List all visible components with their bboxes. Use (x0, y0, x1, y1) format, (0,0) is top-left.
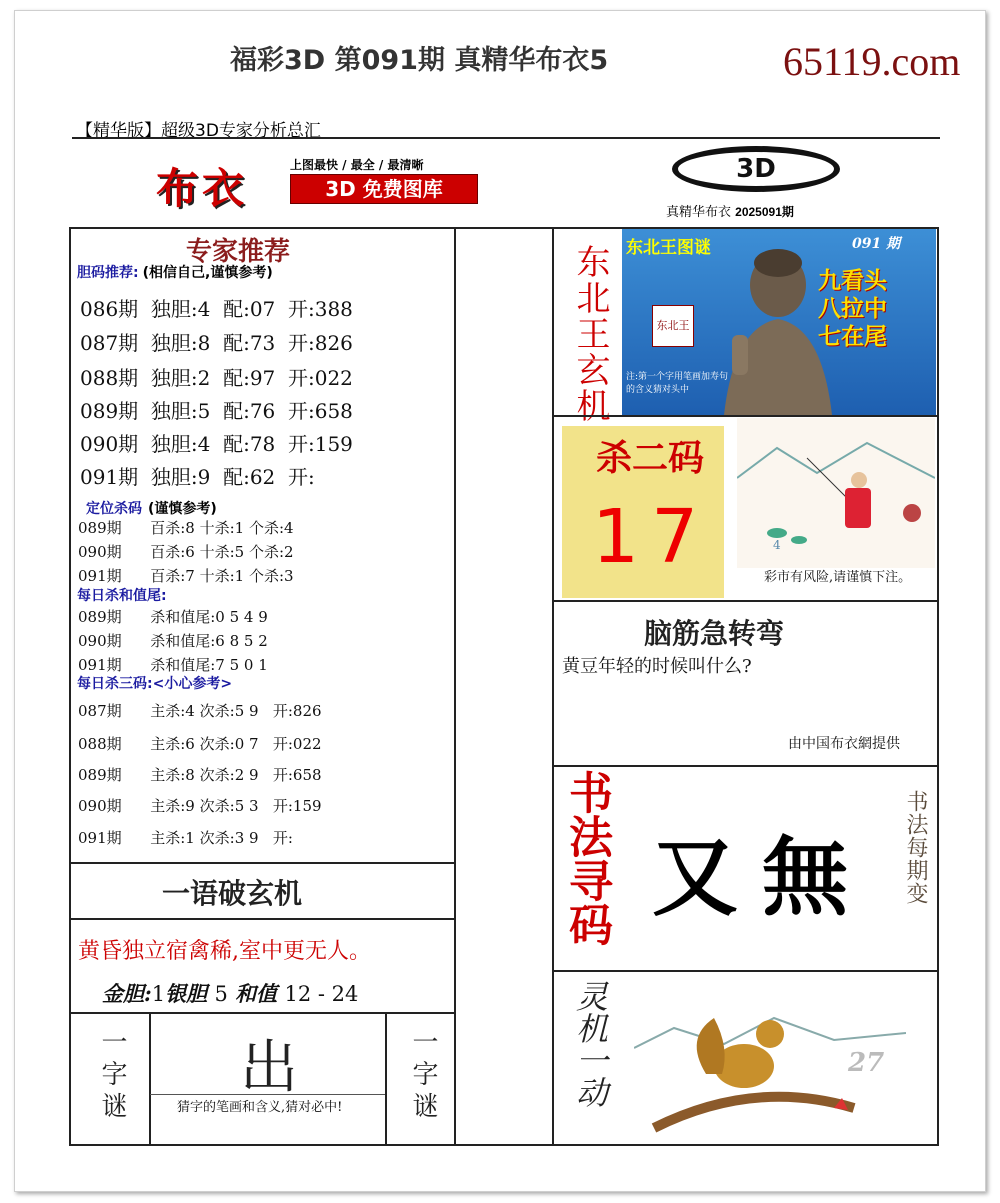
pos-note: (谨慎参考) (148, 501, 217, 517)
dan-row (80, 362, 353, 391)
brain-credit: 由中国布衣網提供 (788, 736, 900, 752)
subtitle: 【精华版】超级3D专家分析总汇 (76, 121, 321, 141)
riddle-character: 出 (240, 1033, 299, 1101)
sum-text: 杀和值尾:7 5 0 1 (150, 656, 268, 674)
main-kill: 主杀:4 (150, 702, 195, 720)
dan-heading (77, 262, 273, 282)
kai: 开:826 (272, 702, 322, 720)
kill3-row (78, 733, 322, 754)
kai: 开:658 (272, 766, 322, 784)
kill2-value: 17 (592, 494, 711, 580)
main-kill: 主杀:6 (150, 735, 195, 753)
pei: 配:73 (223, 331, 276, 355)
kai: 开:658 (288, 399, 353, 423)
sum-row (78, 630, 268, 651)
page-title: 福彩3D 第091期 真精华布衣5 (230, 45, 609, 76)
risk-note: 彩市有风险,请谨慎下注。 (764, 570, 912, 585)
kill3-row (78, 827, 293, 848)
squirrel-pic-num: 27 (848, 1048, 885, 1078)
period: 090期 (78, 543, 122, 561)
kai: 开:022 (288, 366, 353, 390)
sum-text: 杀和值尾:0 5 4 9 (150, 608, 268, 626)
riddle-hint-divider (150, 1094, 386, 1095)
emblem-caption-num: 2025091期 (735, 205, 794, 219)
calligraphy-text: 又無 (652, 827, 872, 928)
riddle-line-title: 一语破玄机 (162, 877, 303, 910)
gold-value: 1 (151, 982, 166, 1006)
buyi-logo: 布衣 (156, 164, 249, 213)
kill3-row (78, 795, 322, 816)
sum-value: 12 - 24 (284, 982, 359, 1006)
period: 091期 (78, 656, 122, 674)
silver-label: 银胆 (165, 981, 208, 1006)
logo-library-label: 3D 免费图库 (290, 174, 478, 204)
pei: 配:07 (223, 297, 276, 321)
dan-row (80, 461, 315, 490)
kai: 开: (288, 465, 315, 489)
period: 089期 (78, 766, 122, 784)
brain-question: 黄豆年轻的时候叫什么? (562, 656, 752, 677)
site-link[interactable]: 65119.com (783, 39, 961, 84)
dongbei-line-3: 七在尾 (818, 324, 887, 350)
fisherman-icon (737, 418, 935, 568)
kai: 开: (272, 829, 293, 847)
dan-heading-label: 胆码推荐: (77, 265, 139, 281)
kai: 开:159 (288, 432, 353, 456)
period: 091期 (78, 567, 122, 585)
second-kill: 次杀:5 3 (199, 797, 259, 815)
fishing-pic-num: 4 (773, 538, 781, 552)
period: 089期 (78, 608, 122, 626)
dongbei-note: 注:第一个字用笔画加寿句的含义猜对头中 (626, 372, 729, 395)
dan: 独胆:4 (150, 297, 211, 321)
pos-row (78, 541, 294, 562)
3d-emblem-icon: 3D (672, 146, 840, 192)
period: 088期 (78, 735, 122, 753)
dongbei-period: 091 期 (852, 236, 901, 252)
expert-title: 专家推荐 (186, 237, 291, 267)
period: 089期 (78, 519, 122, 537)
sum-row (78, 606, 268, 627)
period: 091期 (78, 829, 122, 847)
spacer-column (454, 227, 554, 1146)
main-kill: 主杀:8 (150, 766, 195, 784)
sum-text: 杀和值尾:6 8 5 2 (150, 632, 268, 650)
calligraphy-side-note: 书法每期变 (903, 790, 928, 905)
pos-heading (86, 498, 217, 518)
dongbei-banner: 东北王图谜 (626, 238, 711, 258)
pei: 配:78 (223, 432, 276, 456)
dan-row (80, 327, 353, 356)
pos-heading-label: 定位杀码 (86, 501, 142, 517)
kai: 开:826 (288, 331, 353, 355)
period: 087期 (80, 331, 139, 355)
gold-label: 金胆: (102, 981, 152, 1006)
sum-row (78, 654, 268, 675)
period: 090期 (80, 432, 139, 456)
kill3-heading: 每日杀三码:<小心参考> (77, 676, 233, 692)
pos-text: 百杀:8 十杀:1 个杀:4 (150, 519, 294, 537)
word-riddle-left-label: 一字谜 (97, 1028, 127, 1124)
dan: 独胆:9 (150, 465, 211, 489)
pei: 配:76 (223, 399, 276, 423)
period: 091期 (80, 465, 139, 489)
kill3-row (78, 764, 322, 785)
word-riddle-right-label: 一字谜 (408, 1028, 438, 1124)
emblem-caption (666, 201, 794, 220)
kai: 开:388 (288, 297, 353, 321)
dongbei-lines (818, 267, 887, 351)
fishing-picture (737, 418, 935, 568)
period: 087期 (78, 702, 122, 720)
logo-tagline: 上图最快 / 最全 / 最清晰 (290, 158, 424, 172)
dongbei-line-2: 八拉中 (818, 296, 887, 322)
pos-row (78, 565, 294, 586)
sum-heading: 每日杀和值尾: (77, 588, 167, 604)
period: 089期 (80, 399, 139, 423)
kai: 开:159 (272, 797, 322, 815)
dan-row (80, 293, 353, 322)
period: 090期 (78, 797, 122, 815)
dan: 独胆:5 (150, 399, 211, 423)
second-kill: 次杀:3 9 (199, 829, 259, 847)
dan-summary (102, 978, 358, 1008)
sum-label: 和值 (235, 981, 278, 1006)
main-kill: 主杀:9 (150, 797, 195, 815)
pei: 配:97 (223, 366, 276, 390)
dan: 独胆:2 (150, 366, 211, 390)
brain-title: 脑筋急转弯 (644, 617, 785, 650)
riddle-hint: 猜字的笔画和含义,猜对必中! (177, 1100, 343, 1115)
squirrel-picture (634, 978, 906, 1140)
dan: 独胆:4 (150, 432, 211, 456)
kai: 开:022 (272, 735, 322, 753)
main-kill: 主杀:1 (150, 829, 195, 847)
kill2-card (562, 426, 724, 598)
dongbei-line-1: 九看头 (818, 268, 887, 294)
kill3-row (78, 700, 322, 721)
dongbei-side-label: 东北王玄机 (570, 244, 610, 424)
dan-row (80, 395, 353, 424)
dan: 独胆:8 (150, 331, 211, 355)
pos-row (78, 517, 294, 538)
pos-text: 百杀:7 十杀:1 个杀:3 (150, 567, 294, 585)
second-kill: 次杀:5 9 (199, 702, 259, 720)
riddle-poem: 黄昏独立宿禽稀,室中更无人。 (78, 939, 371, 964)
divider (72, 137, 940, 139)
period: 088期 (80, 366, 139, 390)
silver-value: 5 (214, 982, 228, 1006)
period: 086期 (80, 297, 139, 321)
dan-note: (相信自己,谨慎参考) (142, 265, 273, 281)
kill2-title: 杀二码 (596, 438, 705, 479)
second-kill: 次杀:0 7 (199, 735, 259, 753)
dongbei-image (622, 229, 936, 415)
period: 090期 (78, 632, 122, 650)
dan-row (80, 428, 353, 457)
emblem-caption-text: 真精华布衣 (666, 205, 732, 220)
dongbei-seal: 东北王 (652, 305, 694, 347)
calligraphy-side-label: 书法寻码 (561, 770, 612, 946)
linji-side-label: 灵机一动 (571, 980, 609, 1108)
second-kill: 次杀:2 9 (199, 766, 259, 784)
pei: 配:62 (223, 465, 276, 489)
pos-text: 百杀:6 十杀:5 个杀:2 (150, 543, 294, 561)
